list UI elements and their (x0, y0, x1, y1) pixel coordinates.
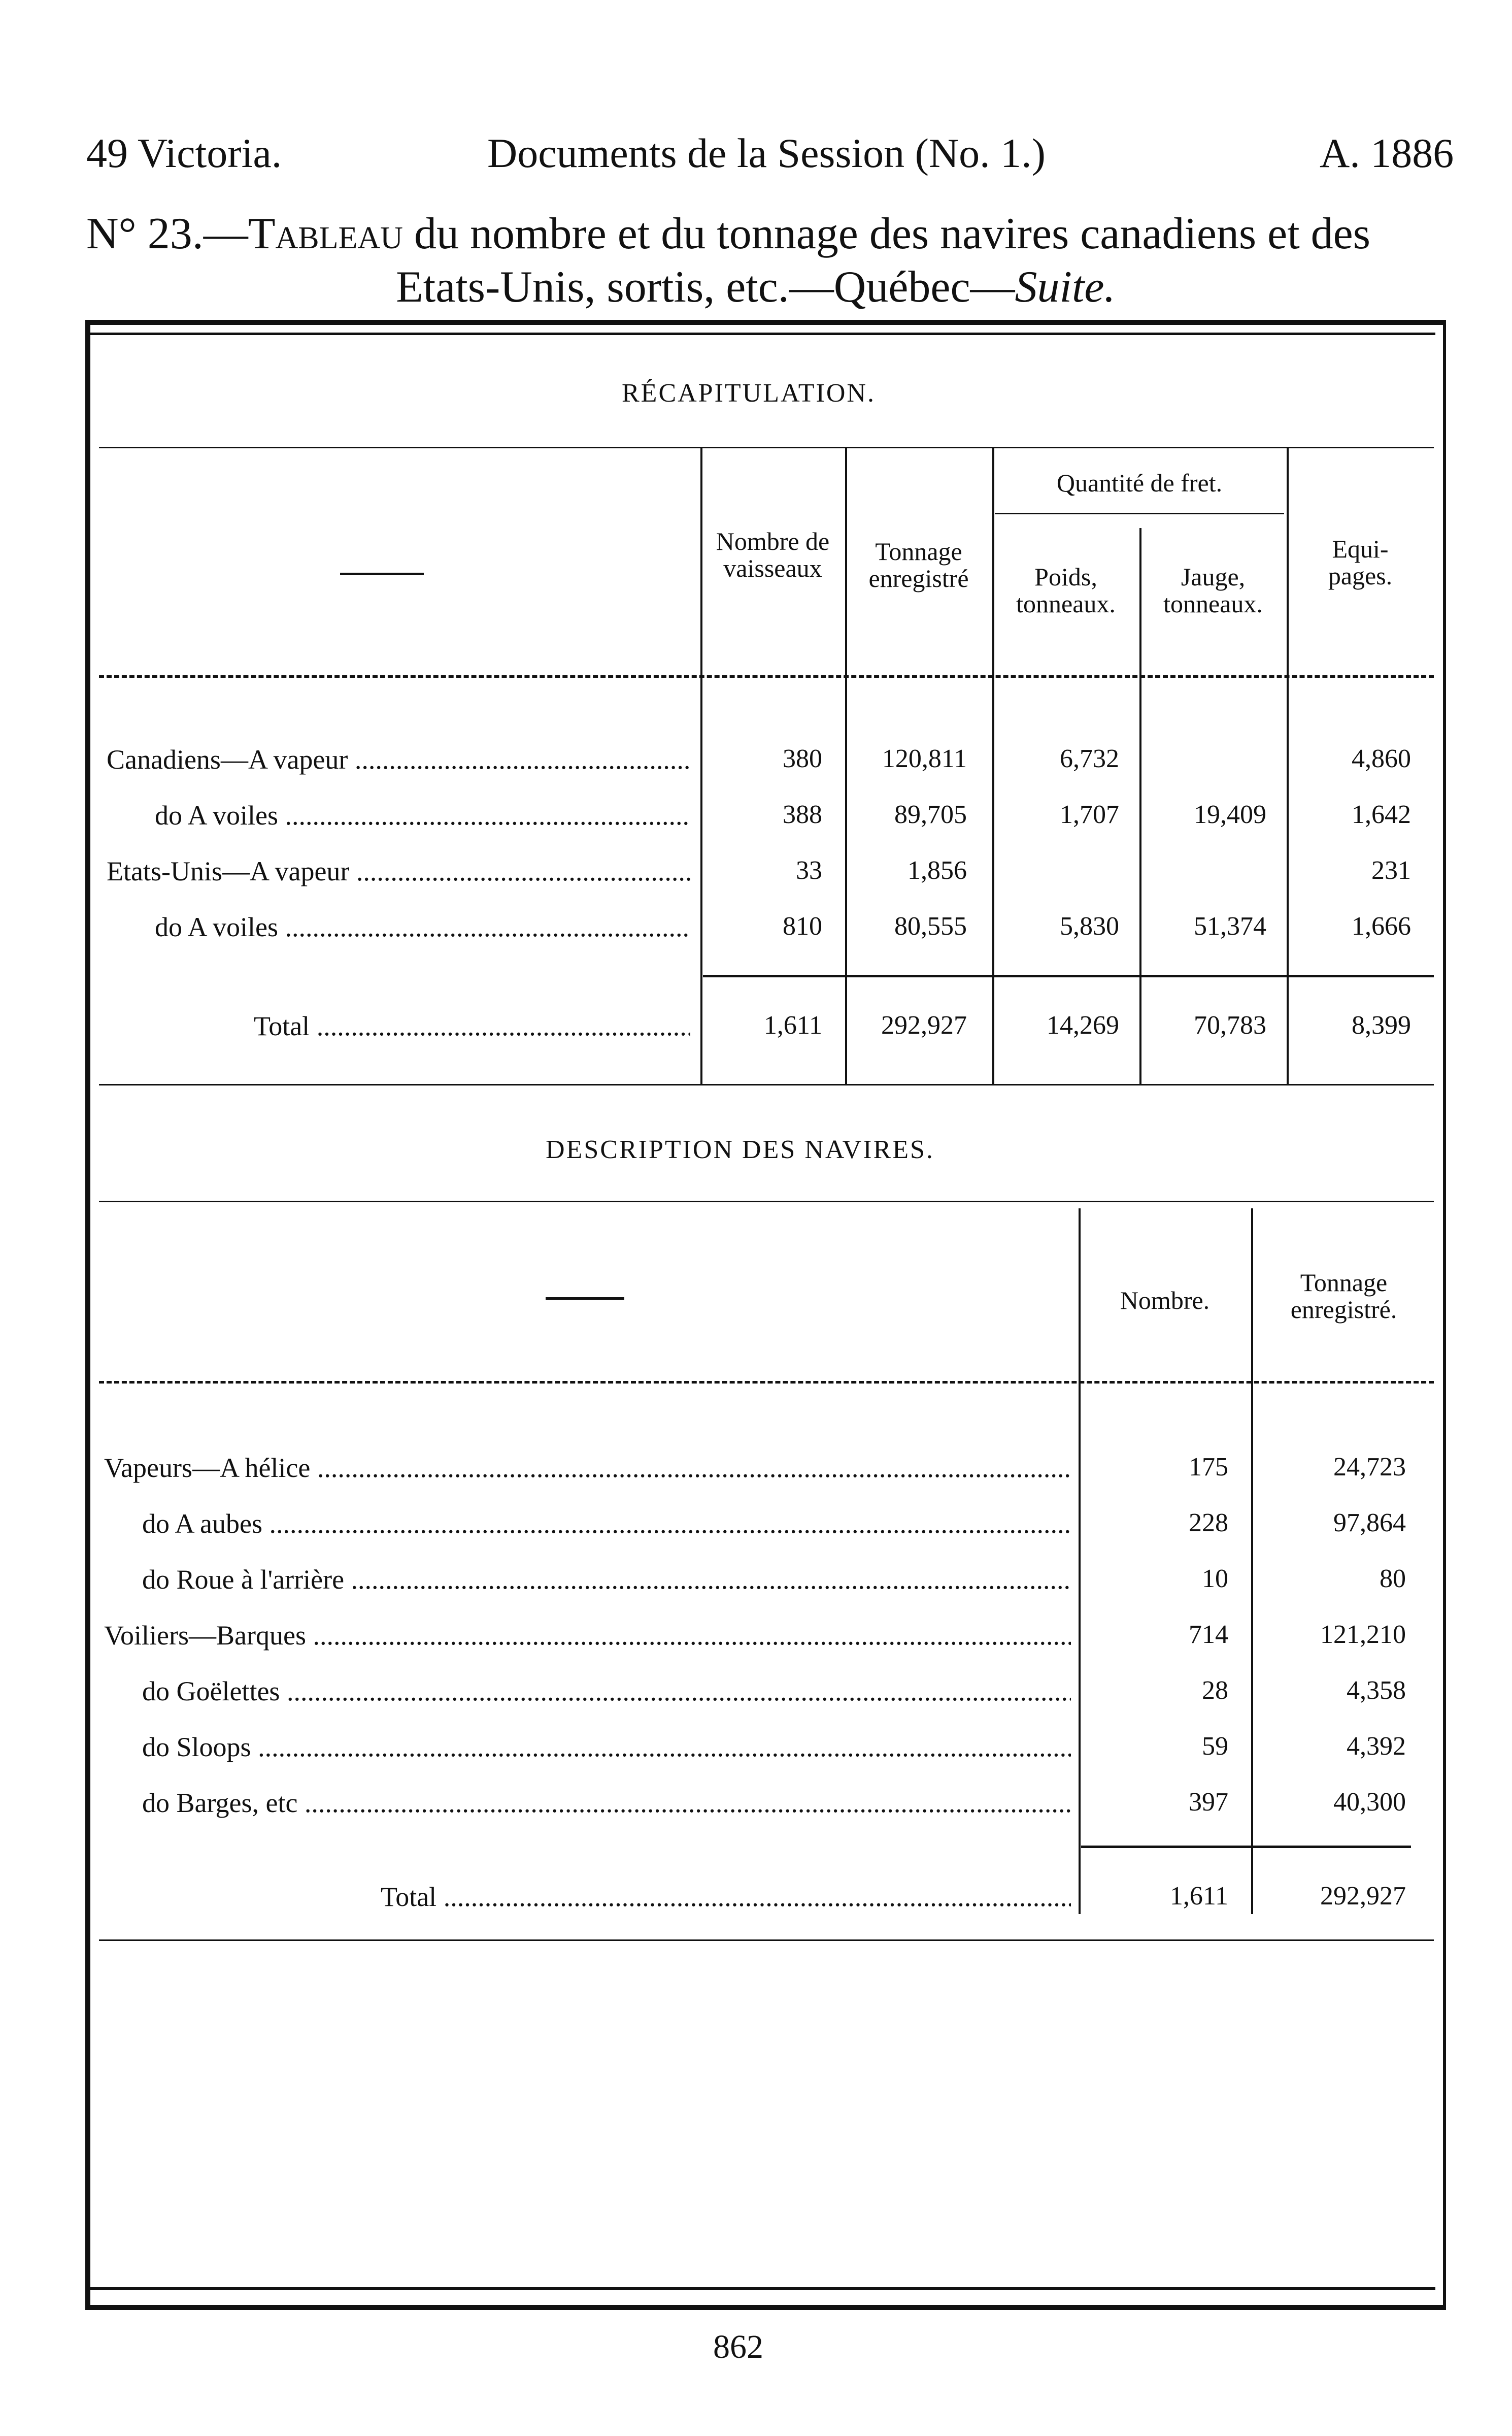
recap-cell-nombre: 810 (783, 912, 822, 941)
recap-header-nombre: Nombre de vaisseaux (716, 527, 830, 582)
recap-total-jauge: 70,783 (1194, 1011, 1266, 1040)
description-cell-tonnage: 4,358 (1347, 1676, 1406, 1705)
description-row-label: Vapeurs—A hélice ..... (104, 1452, 1071, 1484)
frame-inner-rule (90, 333, 1435, 335)
recap-cell-tonnage: 1,856 (908, 856, 967, 885)
recap-cell-jauge: 51,374 (1194, 912, 1266, 941)
recap-cell-poids: 5,830 (1060, 912, 1119, 941)
recap-col-divider-5 (1287, 447, 1289, 1084)
recap-total-poids: 14,269 (1047, 1011, 1119, 1040)
description-cell-tonnage: 4,392 (1347, 1732, 1406, 1761)
year-label: A. 1886 (1320, 130, 1454, 176)
suite-label: Suite. (1015, 262, 1116, 312)
description-row-label: Voiliers—Barques ..... (104, 1620, 1071, 1651)
description-stub-dash (546, 1297, 624, 1300)
recap-total-rule (703, 975, 1434, 977)
session-year-label: 49 Victoria. (86, 130, 282, 176)
description-cell-nombre: 28 (1202, 1676, 1228, 1705)
table-number: N° 23.— (86, 209, 248, 258)
recap-header-tonnage: Tonnage enregistré (868, 537, 969, 592)
description-row-label: do Roue à l'arrière ..... (142, 1564, 1071, 1595)
recap-top-rule (99, 447, 1434, 448)
description-row-label: do A aubes ..... (142, 1508, 1071, 1539)
recap-row-label: do A voiles ..... (155, 911, 690, 943)
fret-rule (995, 513, 1284, 514)
description-total-label: Total ..... (381, 1881, 1071, 1913)
description-cell-tonnage: 40,300 (1333, 1788, 1406, 1817)
table-word: Tableau (248, 209, 403, 258)
description-cell-nombre: 714 (1189, 1620, 1228, 1649)
description-row-label: do Goëlettes ..... (142, 1675, 1071, 1707)
frame-bottom-rule (90, 2287, 1435, 2290)
description-cell-nombre: 228 (1189, 1508, 1228, 1537)
recap-cell-equipages: 231 (1371, 856, 1411, 885)
description-row-label: do Sloops ..... (142, 1731, 1071, 1763)
description-cell-tonnage: 97,864 (1333, 1508, 1406, 1537)
document-series-label: Documents de la Session (No. 1.) (487, 130, 1046, 176)
recap-total-nombre: 1,611 (763, 1011, 822, 1040)
recap-row-label: Etats-Unis—A vapeur ..... (107, 855, 690, 887)
recap-stub-dash (340, 573, 424, 575)
description-cell-tonnage: 121,210 (1320, 1620, 1406, 1649)
recap-cell-nombre: 33 (796, 856, 822, 885)
recap-cell-equipages: 4,860 (1352, 744, 1411, 773)
table-title-line-1 (86, 208, 1370, 259)
description-caption: DESCRIPTION DES NAVIRES. (546, 1135, 934, 1164)
description-total-nombre: 1,611 (1169, 1882, 1228, 1911)
recap-cell-nombre: 388 (783, 800, 822, 829)
description-cell-nombre: 10 (1202, 1564, 1228, 1593)
recap-header-equipages: Equi-pages. (1328, 535, 1393, 590)
recap-col-divider-3 (992, 447, 994, 1084)
table-title-line-2 (396, 261, 1115, 313)
recap-total-equipages: 8,399 (1352, 1011, 1411, 1040)
recap-cell-poids: 1,707 (1060, 800, 1119, 829)
description-top-rule (99, 1201, 1434, 1202)
recap-cell-equipages: 1,642 (1352, 800, 1411, 829)
recap-row-label: Canadiens—A vapeur ..... (107, 744, 690, 775)
recap-header-poids: Poids, tonneaux. (1016, 563, 1116, 618)
recap-header-rule (99, 675, 1434, 678)
recap-cell-tonnage: 89,705 (894, 800, 967, 829)
recap-cell-tonnage: 80,555 (894, 912, 967, 941)
description-header-tonnage: Tonnage enregistré. (1290, 1268, 1397, 1324)
description-total-tonnage: 292,927 (1320, 1882, 1406, 1911)
description-header-rule (99, 1381, 1434, 1384)
recap-cell-nombre: 380 (783, 744, 822, 773)
recap-col-divider-2 (845, 447, 847, 1084)
description-cell-tonnage: 24,723 (1333, 1453, 1406, 1482)
description-col-divider-2 (1251, 1208, 1253, 1914)
description-bottom-rule (99, 1939, 1434, 1941)
description-cell-nombre: 397 (1189, 1788, 1228, 1817)
recap-col-divider-4 (1139, 528, 1141, 1084)
description-col-divider-1 (1079, 1208, 1081, 1914)
recap-cell-tonnage: 120,811 (882, 744, 967, 773)
recap-bottom-rule (99, 1084, 1434, 1085)
description-total-rule (1081, 1846, 1411, 1848)
recap-caption: RÉCAPITULATION. (622, 379, 876, 408)
recap-header-fret: Quantité de fret. (1056, 469, 1223, 497)
description-cell-nombre: 59 (1202, 1732, 1228, 1761)
page-number: 862 (713, 2328, 763, 2365)
description-row-label: do Barges, etc ..... (142, 1787, 1071, 1819)
table-title-text: du nombre et du tonnage des navires canadiens et des (402, 209, 1370, 258)
description-cell-tonnage: 80 (1380, 1564, 1406, 1593)
table-frame (85, 320, 1446, 2310)
recap-col-divider-1 (700, 447, 702, 1084)
recap-cell-poids: 6,732 (1060, 744, 1119, 773)
description-cell-nombre: 175 (1189, 1453, 1228, 1482)
recap-cell-jauge: 19,409 (1194, 800, 1266, 829)
recap-total-tonnage: 292,927 (881, 1011, 967, 1040)
recap-header-jauge: Jauge, tonneaux. (1163, 563, 1263, 618)
recap-cell-equipages: 1,666 (1352, 912, 1411, 941)
recap-row-label: do A voiles ..... (155, 800, 690, 831)
recap-total-label: Total ..... (254, 1010, 690, 1042)
description-header-nombre: Nombre. (1120, 1286, 1210, 1314)
table-title-continuation: Etats-Unis, sortis, etc.—Québec— (396, 262, 1015, 312)
